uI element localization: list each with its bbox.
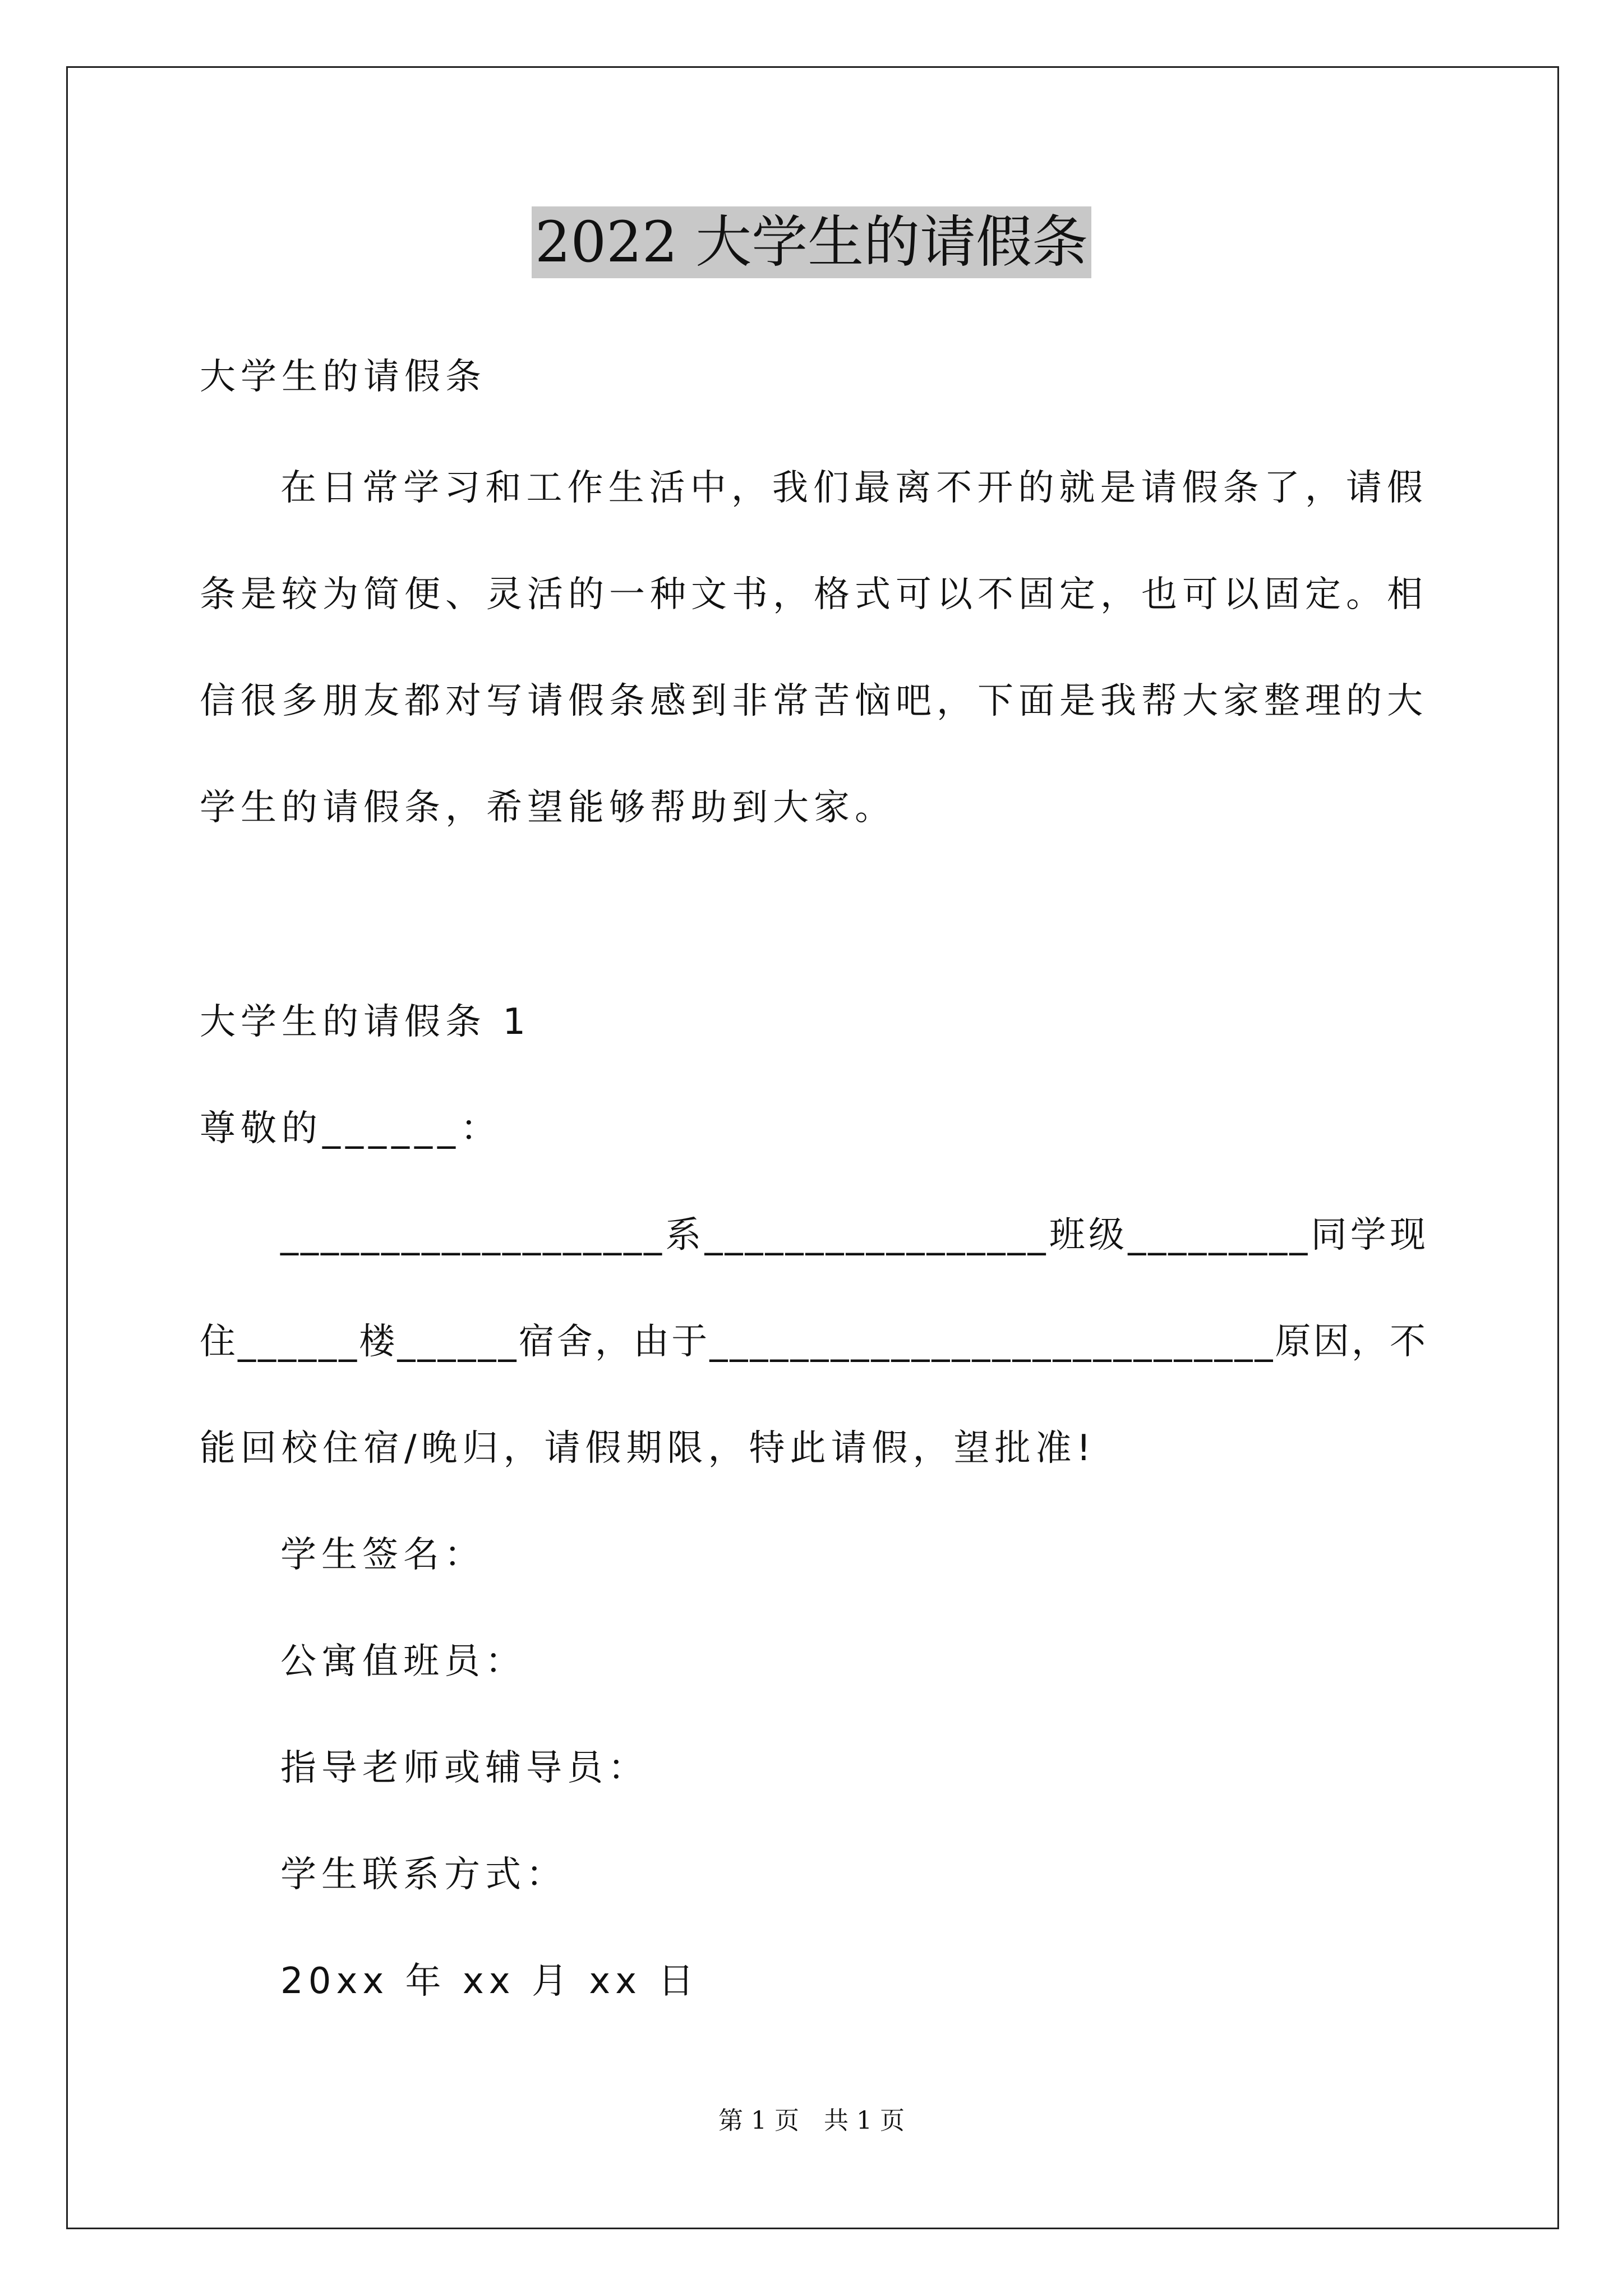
- page-footer: 第 1 页 共 1 页: [718, 2106, 905, 2135]
- intro-line-2: 条是较为简便、灵活的一种文书，格式可以不固定，也可以固定。相: [200, 574, 1428, 615]
- section-heading: 大学生的请假条 1: [200, 1001, 531, 1043]
- intro-line-4: 学生的请假条，希望能够帮助到大家。: [200, 787, 896, 829]
- body-line-1: ___________________系_________________班级_________同学现: [280, 1214, 1428, 1256]
- date-line: 20xx 年 xx 月 xx 日: [280, 1961, 699, 2002]
- advisor-label: 指导老师或辅导员：: [280, 1747, 649, 1789]
- body-line-3: 能回校住宿/晚归，请假期限，特此请假，望批准!: [200, 1428, 1096, 1469]
- dorm-duty-label: 公寓值班员：: [280, 1641, 526, 1682]
- contact-label: 学生联系方式：: [280, 1854, 567, 1895]
- body-line-2: 住______楼______宿舍，由于____________________________原因，不: [200, 1321, 1428, 1363]
- document-title: 2022 大学生的请假条: [532, 206, 1091, 278]
- intro-line-1: 在日常学习和工作生活中，我们最离不开的就是请假条了，请假: [280, 467, 1428, 509]
- salutation: 尊敬的______：: [200, 1108, 501, 1149]
- subtitle: 大学生的请假条: [200, 356, 486, 398]
- student-signature-label: 学生签名：: [280, 1534, 485, 1576]
- intro-line-3: 信很多朋友都对写请假条感到非常苦恼吧，下面是我帮大家整理的大: [200, 680, 1428, 722]
- title-container: [0, 206, 1623, 278]
